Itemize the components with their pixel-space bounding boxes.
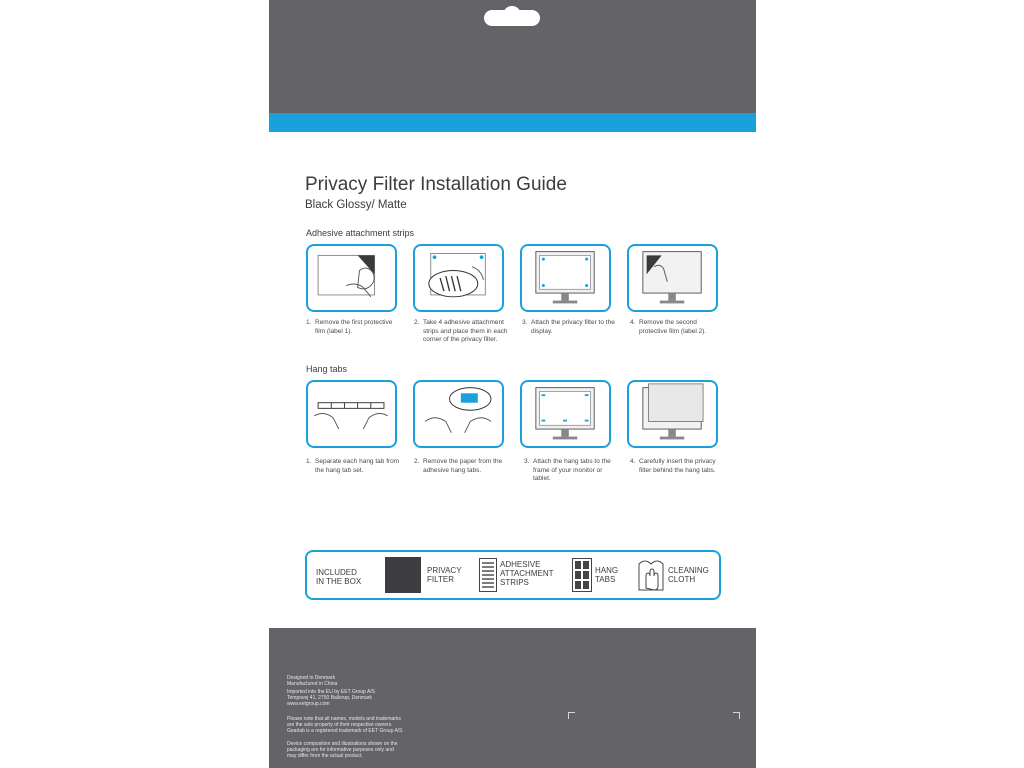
remove-film-icon bbox=[629, 246, 716, 310]
cleaning-cloth-icon bbox=[637, 558, 665, 592]
step-illustration-hang-3 bbox=[520, 380, 611, 448]
step-illustration-adhesive-1 bbox=[306, 244, 397, 312]
step-caption-adhesive-3: 3. Attach the privacy filter to the display. bbox=[522, 319, 615, 335]
step-illustration-hang-4 bbox=[627, 380, 718, 448]
step-illustration-adhesive-3 bbox=[520, 244, 611, 312]
step-caption-hang-4: 4. Carefully insert the privacy filter behind the hang tabs. bbox=[630, 458, 716, 474]
adhesive-strips-icon bbox=[479, 558, 497, 592]
step-caption-adhesive-4: 4. Remove the second protective film (label 2). bbox=[630, 319, 707, 335]
step-illustration-adhesive-4 bbox=[627, 244, 718, 312]
step-illustration-adhesive-2 bbox=[413, 244, 504, 312]
hang-hole bbox=[484, 10, 540, 26]
crop-mark-right bbox=[733, 712, 740, 719]
included-item-hang-tabs: HANG TABS bbox=[595, 566, 619, 584]
peel-film-icon bbox=[308, 246, 395, 310]
insert-filter-icon bbox=[629, 382, 716, 446]
legal-importer: Imported into the EU by EET Group A/S Tempovej 41, 2750 Ballerup, Denmark www.eetgroup.com bbox=[287, 689, 376, 707]
monitor-attach-icon bbox=[522, 246, 609, 310]
included-item-cleaning-cloth: CLEANING CLOTH bbox=[668, 566, 709, 584]
monitor-tabs-icon bbox=[522, 382, 609, 446]
crop-mark-left bbox=[568, 712, 575, 719]
peel-paper-icon bbox=[415, 382, 502, 446]
step-caption-adhesive-2: 2. Take 4 adhesive attachment strips and place them in each corner of the privacy filter. bbox=[414, 319, 508, 343]
privacy-filter-icon bbox=[385, 557, 421, 593]
included-in-box-panel bbox=[305, 550, 721, 600]
step-illustration-hang-2 bbox=[413, 380, 504, 448]
section-heading-hang-tabs: Hang tabs bbox=[306, 364, 348, 374]
included-item-adhesive-strips: ADHESIVE ATTACHMENT STRIPS bbox=[500, 560, 554, 587]
step-caption-hang-3: 3. Attach the hang tabs to the frame of your monitor or tablet. bbox=[524, 458, 611, 482]
separate-tabs-icon bbox=[308, 382, 395, 446]
legal-trademark: Please note that all names, models and trademarks are the sole property of their respective owners. Gearlab is a registered trademark of EET Group A/S bbox=[287, 716, 403, 734]
top-gray-band bbox=[269, 0, 756, 113]
blue-accent-stripe bbox=[269, 113, 756, 132]
guide-subtitle: Black Glossy/ Matte bbox=[305, 199, 407, 211]
legal-disclaimer: Device composition and illustrations shown on the packaging are for informative purposes only and may differ from the actual product. bbox=[287, 741, 398, 759]
legal-origin: Designed in Denmark Manufactured in China bbox=[287, 675, 338, 687]
package-back-panel bbox=[269, 0, 756, 768]
bottom-gray-band bbox=[269, 628, 756, 768]
step-caption-hang-2: 2. Remove the paper from the adhesive hang tabs. bbox=[414, 458, 503, 474]
adhesive-corners-icon bbox=[415, 246, 502, 310]
hang-tabs-icon bbox=[572, 558, 592, 592]
included-heading: INCLUDED IN THE BOX bbox=[316, 568, 362, 586]
included-item-privacy-filter: PRIVACY FILTER bbox=[427, 566, 462, 584]
step-illustration-hang-1 bbox=[306, 380, 397, 448]
guide-title: Privacy Filter Installation Guide bbox=[305, 174, 567, 195]
section-heading-adhesive: Adhesive attachment strips bbox=[306, 228, 415, 238]
step-caption-hang-1: 1. Separate each hang tab from the hang tab set. bbox=[306, 458, 400, 474]
step-caption-adhesive-1: 1. Remove the first protective film (label 1). bbox=[306, 319, 393, 335]
